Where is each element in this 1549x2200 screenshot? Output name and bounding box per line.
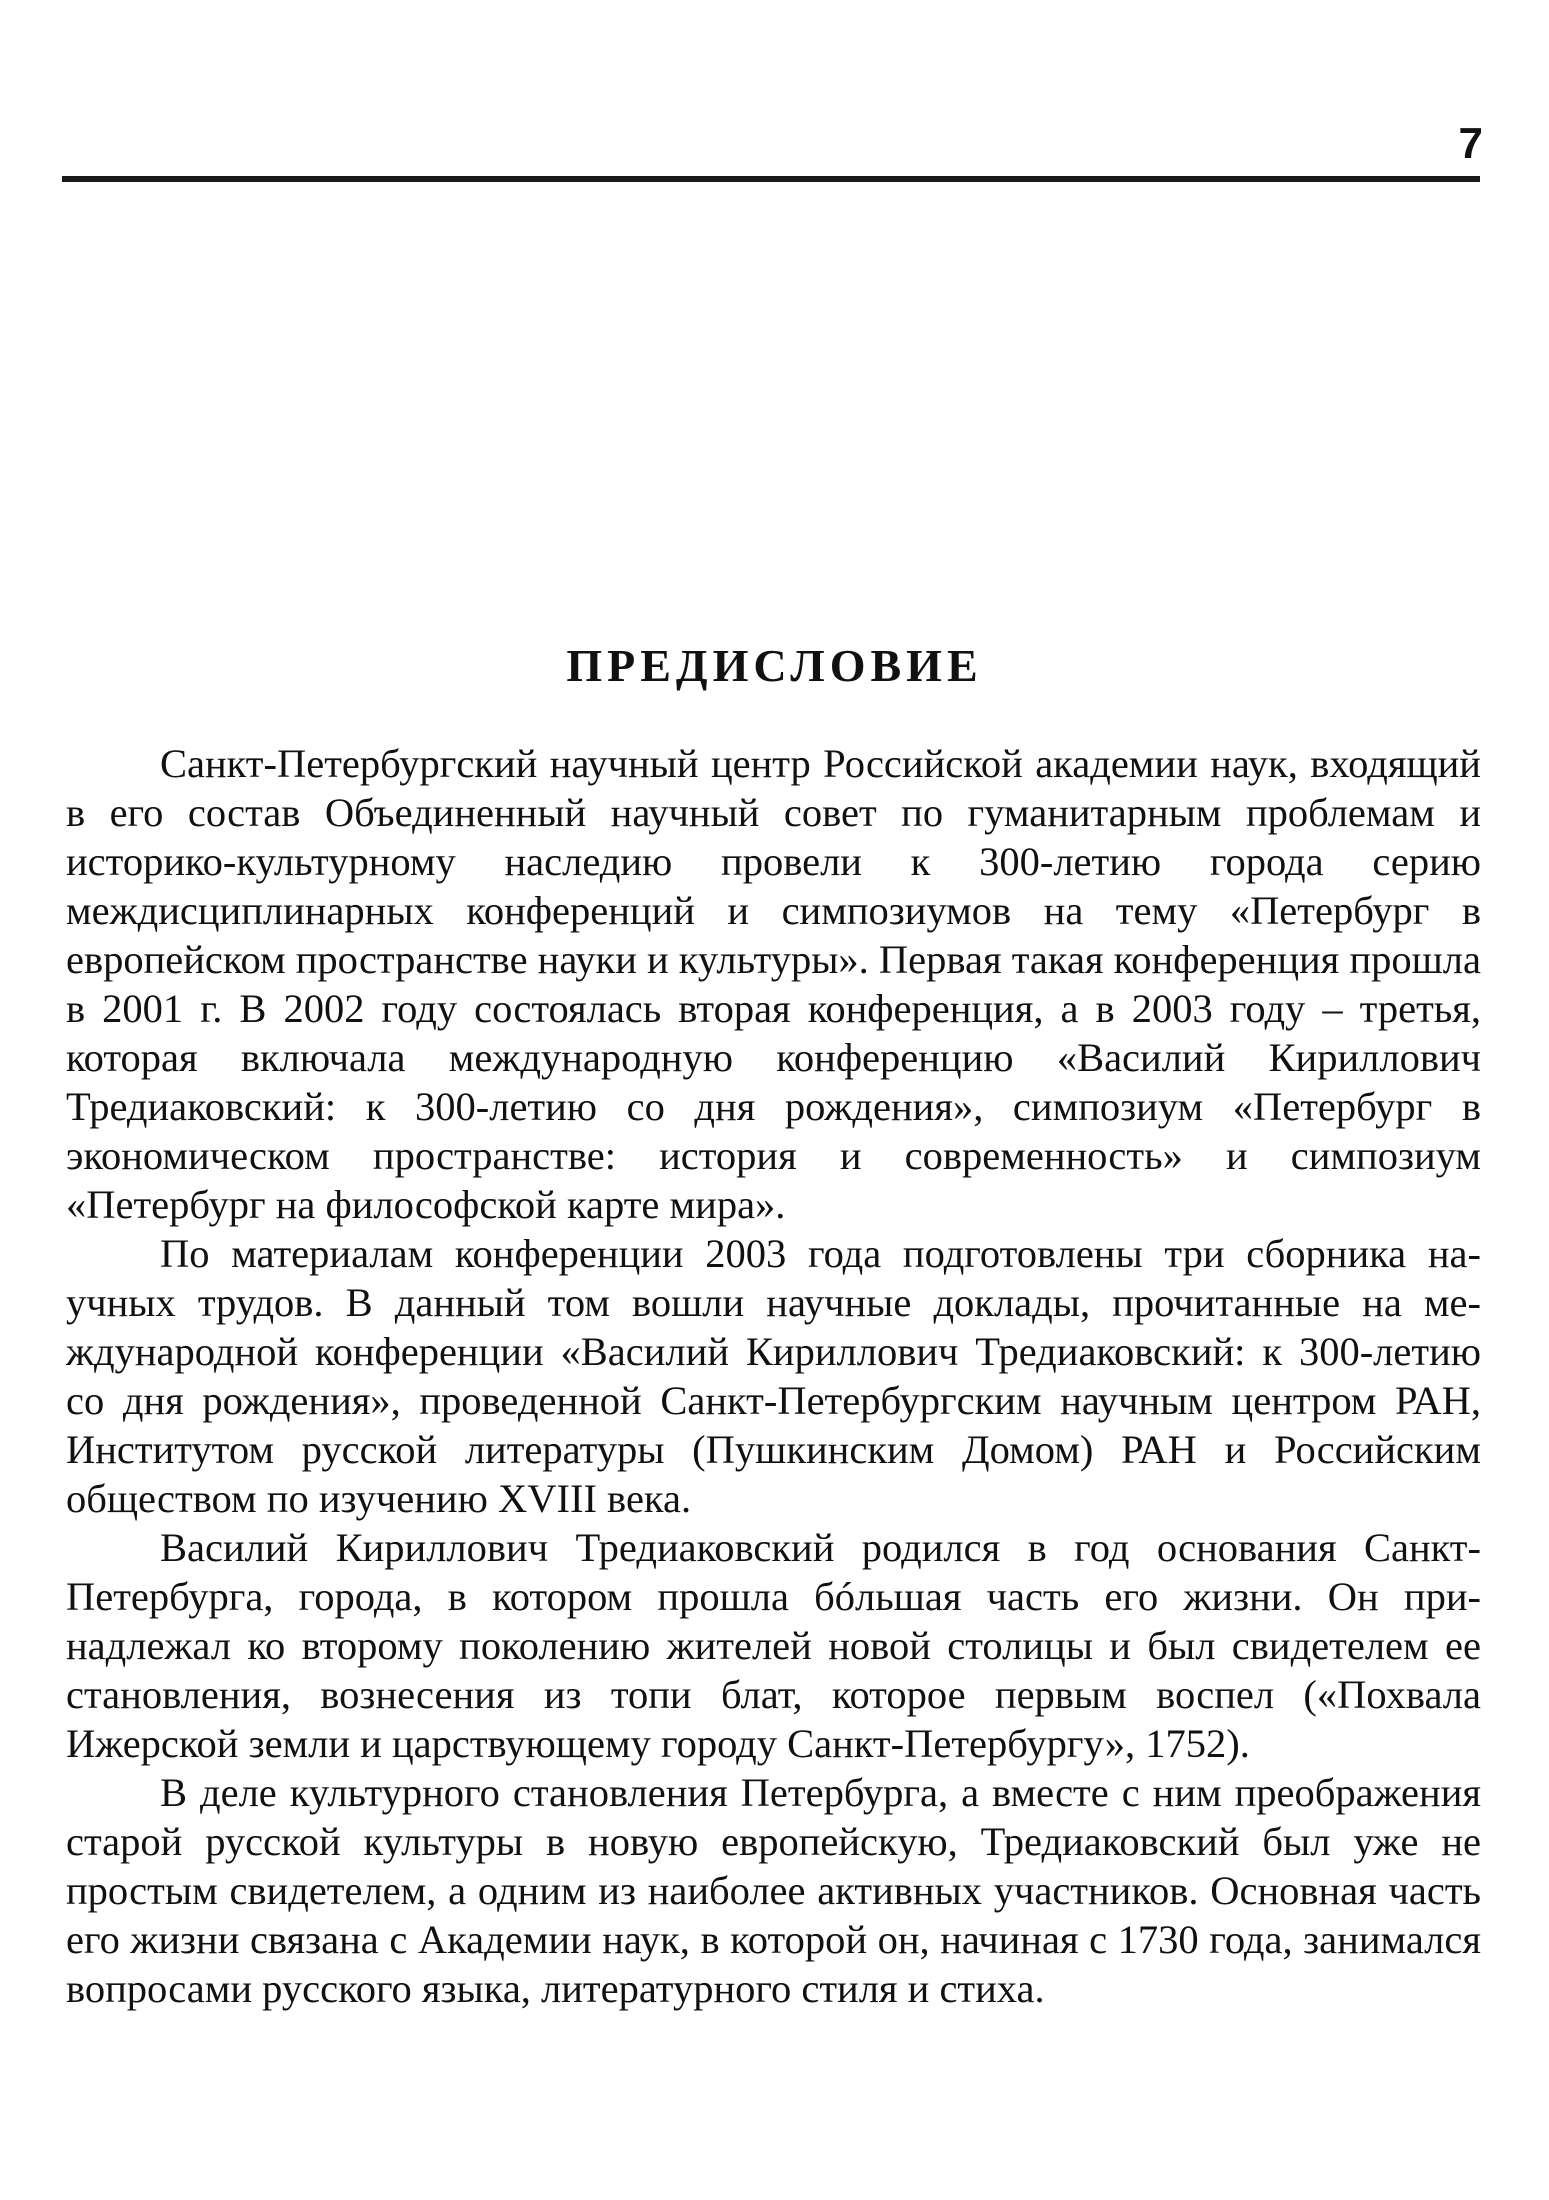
paragraph: Василий Кириллович Тредиаковский родился в год основания Санкт-Петербурга, города, в котором прошла бóльшая часть его жизни. Он принадлежал ко второму поколению жителей новой столицы и был свидетелем ее становления, вознесения из топи блат, которое первым воспел («Похвала Ижерской земли и царствующему городу Санкт-Петербургу», 1752). bbox=[66, 1525, 1481, 1766]
paragraph: Санкт-Петербургский научный центр Российской академии наук, входящий в его состав Объединенный научный совет по гуманитарным проблемам и историко-культурному наследию провели к 300-летию города серию междисциплинарных конференций и симпозиумов на тему «Петербург в европейском пространстве науки и культуры». Первая такая конференция прошла в 2001 г. В 2002 году состоялась вторая конференция, а в 2003 году – третья, которая включала международную конференцию «Василий Кириллович Тредиаковский: к 300-летию со дня рождения», симпозиум «Петербург в экономическом пространстве: история и современность» и симпозиум «Петербург на философской карте мира». bbox=[66, 741, 1481, 1227]
paragraph: В деле культурного становления Петербурга, а вместе с ним преображения старой русской культуры в новую европейскую, Тредиаковский был уже не простым свидетелем, а одним из наиболее активных участников. Основная часть его жизни связана с Академии наук, в которой он, начиная с 1730 года, занимался вопросами русского языка, литературного стиля и стиха. bbox=[66, 1770, 1481, 2011]
header-rule bbox=[62, 176, 1480, 182]
paragraph: По материалам конференции 2003 года подготовлены три сборника научных трудов. В данный том вошли научные доклады, прочитанные на международной конференции «Василий Кириллович Тредиаковский: к 300-летию со дня рождения», проведенной Санкт-Петербургским научным центром РАН, Институтом русской литературы (Пушкинским Домом) РАН и Российским обществом по изучению XVIII века. bbox=[66, 1231, 1481, 1521]
page-number: 7 bbox=[1458, 119, 1483, 168]
page-title: ПРЕДИСЛОВИЕ bbox=[566, 639, 983, 691]
body-text bbox=[66, 739, 1481, 2013]
